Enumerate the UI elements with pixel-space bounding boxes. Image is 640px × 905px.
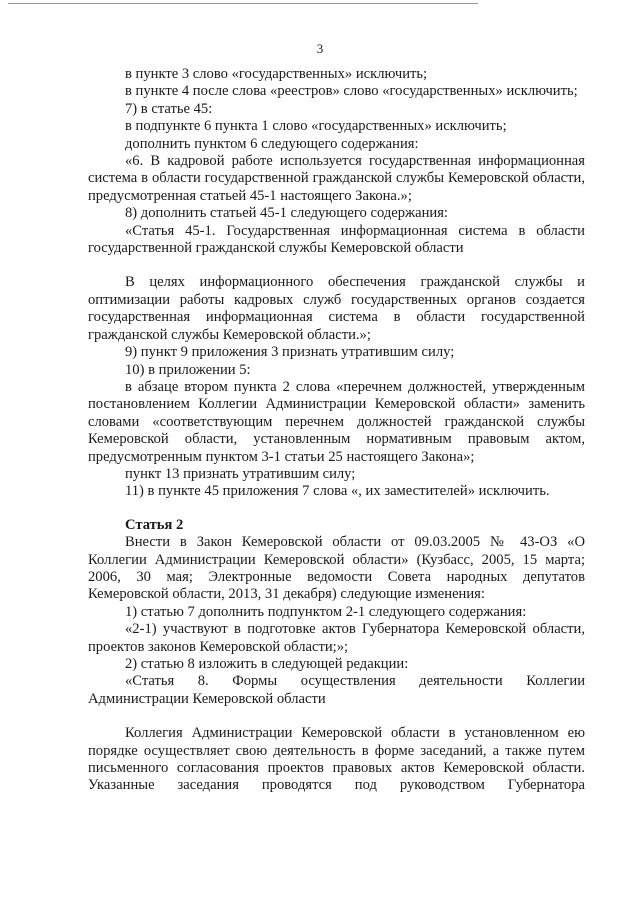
document-body: [88, 66, 585, 795]
paragraph: дополнить пунктом 6 следующего содержания:: [125, 135, 419, 152]
top-border-line: [8, 3, 478, 4]
paragraph: в подпункте 6 пункта 1 слово «государственных» исключить;: [125, 118, 507, 135]
paragraph: Внести в Закон Кемеровской области от 09.03.2005 № 43-ОЗ «О Коллегии Администрации Кемеровской области» (Кузбасс, 2005, 15 марта; 2006, 30 мая; Электронные ведомости Совета народных депутатов Кемеровской области, 2013, 31 декабря) следующие изменения:: [88, 534, 585, 603]
paragraph: 10) в приложении 5:: [125, 361, 251, 378]
article-8-heading: «Статья 8. Формы осуществления деятельности Коллегии Администрации Кемеровской области: [88, 673, 585, 707]
paragraph: «2-1) участвуют в подготовке актов Губернатора Кемеровской области, проектов законов Кемеровской области;»;: [88, 621, 585, 655]
paragraph: 8) дополнить статьей 45-1 следующего содержания:: [125, 205, 448, 222]
paragraph: 9) пункт 9 приложения 3 признать утратившим силу;: [125, 344, 455, 361]
paragraph: в абзаце втором пункта 2 слова «перечнем должностей, утвержденным постановлением Коллегии Администрации Кемеровской области» заменить словами «соответствующим перечнем должностей гражданской службы Кемеровской области, установленным нормативным правовым актом, предусмотренным пунктом 3-1 статьи 25 настоящего Закона»;: [88, 378, 585, 465]
paragraph: в пункте 4 после слова «реестров» слово «государственных» исключить;: [125, 83, 578, 100]
paragraph: Коллегия Администрации Кемеровской области в установленном ею порядке осуществляет свою деятельность в форме заседаний, а также путем письменного согласования проектов правовых актов Кемеровской области. Указанные заседания проводятся под руководством Губернатора: [88, 725, 585, 794]
article-45-1-heading: «Статья 45-1. Государственная информационная система в области государственной гражданской службы Кемеровской области: [88, 222, 585, 257]
article-2-heading: Статья 2: [125, 516, 184, 533]
paragraph: в пункте 3 слово «государственных» исключить;: [125, 66, 428, 82]
paragraph: 11) в пункте 45 приложения 7 слова «, их заместителей» исключить.: [125, 483, 550, 500]
paragraph: 7) в статье 45:: [125, 100, 213, 117]
paragraph: пункт 13 признать утратившим силу;: [125, 465, 356, 482]
paragraph: В целях информационного обеспечения гражданской службы и оптимизации работы кадровых служб государственных органов создается государственная информационная система в области государственной гражданской службы Кемеровской области.»;: [88, 274, 585, 343]
page-number: 3: [316, 41, 324, 56]
paragraph: «6. В кадровой работе используется государственная информационная система в области государственной гражданской службы Кемеровской области, предусмотренная статьей 45-1 настоящего Закона.»;: [88, 153, 585, 204]
paragraph: 1) статью 7 дополнить подпунктом 2-1 следующего содержания:: [125, 603, 527, 620]
paragraph: 2) статью 8 изложить в следующей редакции:: [125, 656, 409, 672]
